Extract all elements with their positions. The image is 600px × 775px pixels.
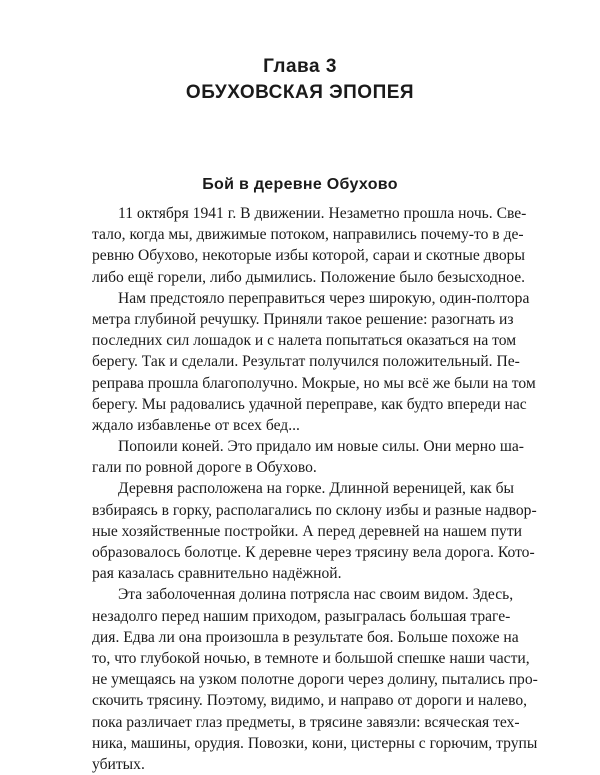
text-line: берегу. Так и сделали. Результат получился положительный. Пе- — [92, 353, 520, 371]
text-line: пока различает глаз предметы, в трясине завязли: всяческая тех- — [92, 713, 520, 731]
text-line: Эта заболоченная долина потрясла нас своим видом. Здесь, — [118, 586, 514, 604]
text-line: взбираясь в горку, располагались по склону избы и разные надвор- — [92, 501, 537, 519]
text-line: берегу. Мы радовались удачной переправе, как будто впереди нас — [92, 395, 527, 413]
chapter-number: Глава 3 — [263, 56, 337, 77]
text-line: незадолго перед нашим приходом, разыгралась большая траге- — [92, 607, 511, 625]
text-line: убитых. — [92, 755, 145, 773]
text-line: Деревня расположена на горке. Длинной вереницей, как бы — [118, 480, 514, 498]
text-line: 11 октября 1941 г. В движении. Незаметно прошла ночь. Све- — [118, 205, 527, 222]
paragraph — [92, 288, 536, 436]
text-line: ревню Обухово, некоторые избы которой, сараи и скотные дворы — [92, 247, 525, 265]
text-line: образовалось болотце. К деревне через трясину вела дорога. Кото- — [92, 544, 535, 561]
text-line: ные хозяйственные постройки. А перед деревней на нашем пути — [92, 522, 522, 540]
text-line: не умещаясь на узком полотне дороги через долину, пытались про- — [92, 671, 538, 689]
paragraph — [92, 478, 537, 584]
text-line: Нам предстояло переправиться через широкую, один-полтора — [118, 289, 530, 307]
text-line: то, что глубокой ночью, в темноте и большой спешке наши части, — [92, 649, 530, 667]
paragraph — [92, 584, 538, 775]
text-line: либо ещё горели, либо дымились. Положение было безысходное. — [92, 268, 526, 286]
text-line: ждало избавленье от всех бед... — [92, 416, 300, 434]
text-line: тало, когда мы, движимые потоком, направились почему-то в де- — [92, 226, 524, 244]
text-line: ника, машины, орудия. Повозки, кони, цистерны с горючим, трупы — [92, 734, 538, 752]
text-line: скочить трясину. Поэтому, видимо, и направо от дороги и налево, — [92, 692, 528, 710]
text-line: рая казалась сравнительно надёжной. — [92, 565, 342, 583]
text-line: метра глубиной речушку. Приняли такое решение: разогнать из — [92, 310, 514, 328]
chapter-title: ОБУХОВСКАЯ ЭПОПЕЯ — [185, 82, 415, 103]
paragraph — [92, 436, 524, 478]
text-line: Попоили коней. Это придало им новые силы. Они мерно ша- — [118, 438, 524, 456]
text-line: реправа прошла благополучно. Мокрые, но мы всё же были на том — [92, 374, 536, 392]
text-line: гали по ровной дороге в Обухово. — [92, 459, 317, 477]
text-line: дия. Едва ли она произошла в результате боя. Больше похоже на — [92, 628, 519, 646]
paragraph — [92, 203, 527, 288]
text-line: последних сил лошадок и с налета попытаться оказаться на том — [92, 332, 517, 350]
section-title: Бой в деревне Обухово — [202, 176, 398, 193]
body-text — [92, 203, 538, 775]
